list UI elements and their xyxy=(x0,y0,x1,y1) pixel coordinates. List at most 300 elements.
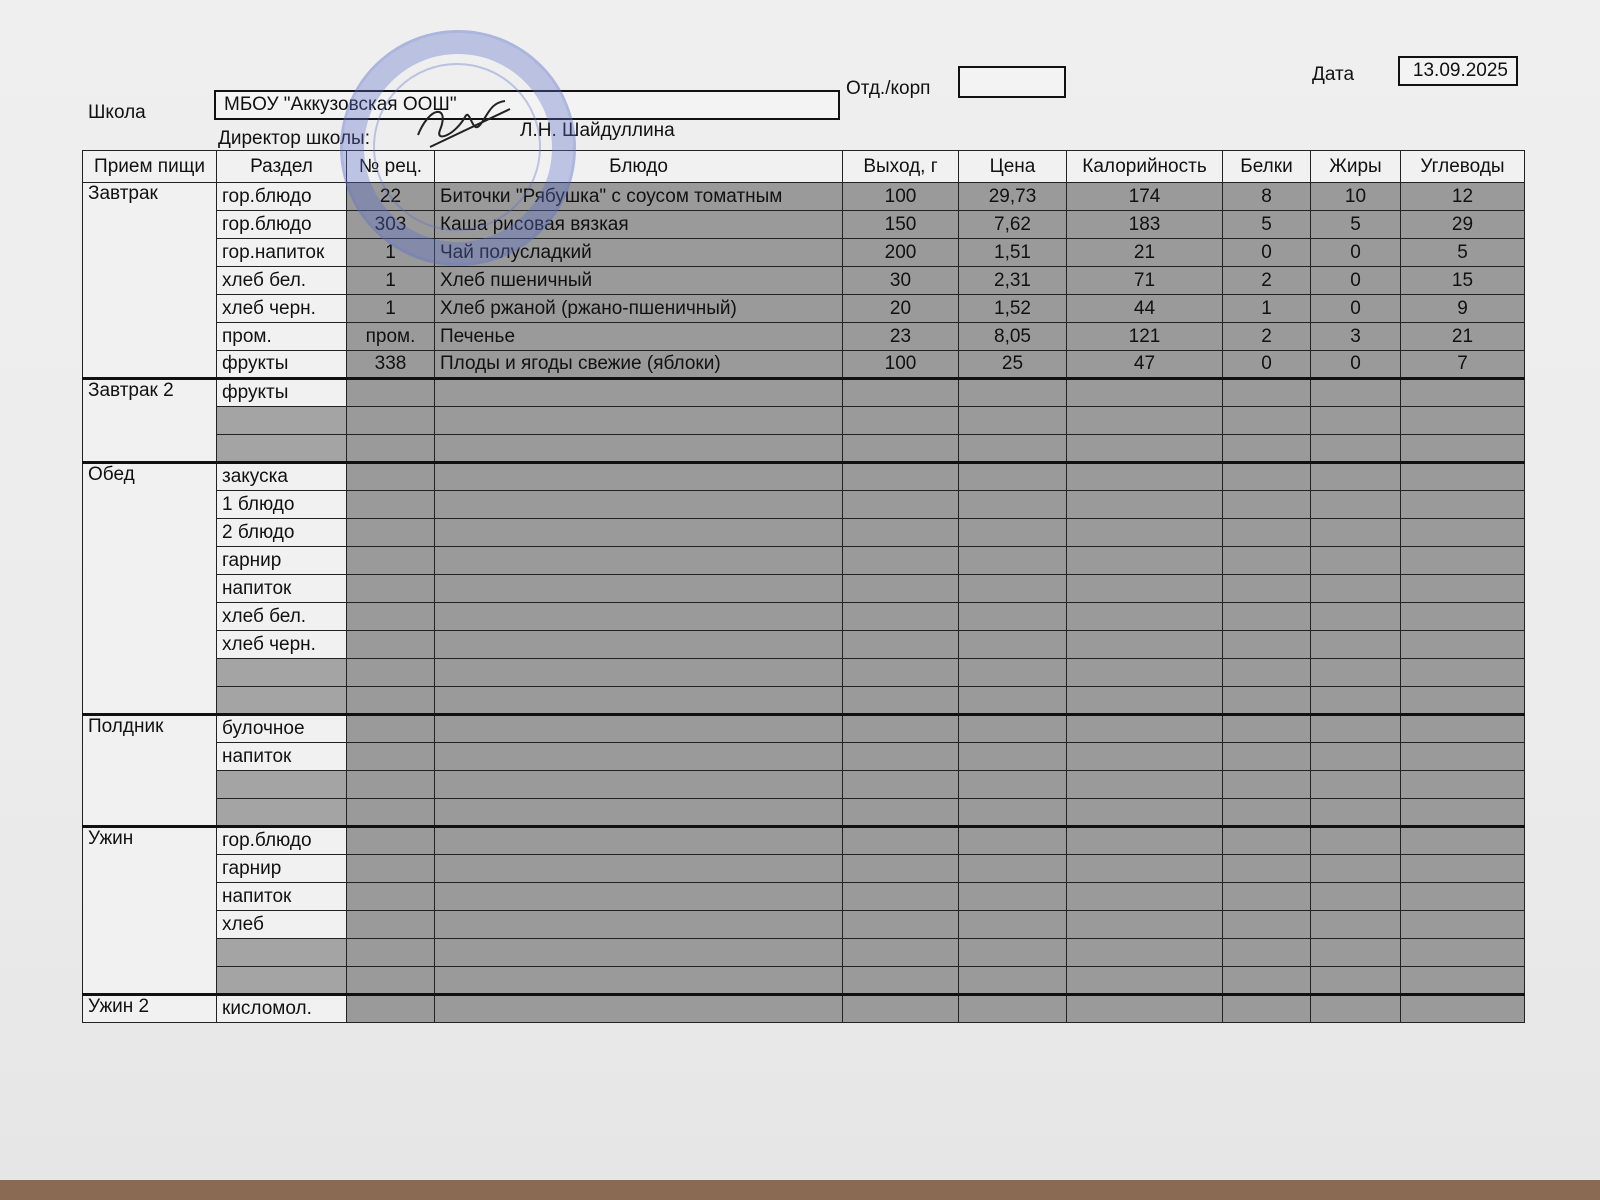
protein-cell xyxy=(1223,631,1311,659)
weight-cell xyxy=(843,855,959,883)
price-cell xyxy=(959,687,1067,715)
fat-cell xyxy=(1311,855,1401,883)
table-row xyxy=(83,687,1525,715)
section-cell xyxy=(217,967,347,995)
fat-cell xyxy=(1311,575,1401,603)
fat-cell xyxy=(1311,519,1401,547)
recipe-cell: пром. xyxy=(347,323,435,351)
weight-cell xyxy=(843,547,959,575)
table-row xyxy=(83,491,1525,519)
weight-cell xyxy=(843,715,959,743)
carbs-cell xyxy=(1401,715,1525,743)
section-cell: закуска xyxy=(217,463,347,491)
dish-cell: Плоды и ягоды свежие (яблоки) xyxy=(435,351,843,379)
protein-cell xyxy=(1223,743,1311,771)
section-cell: хлеб бел. xyxy=(217,603,347,631)
protein-cell xyxy=(1223,519,1311,547)
school-name-field: МБОУ "Аккузовская ООШ" xyxy=(214,90,840,120)
recipe-cell: 1 xyxy=(347,267,435,295)
col-header-protein: Белки xyxy=(1223,151,1311,183)
recipe-cell xyxy=(347,883,435,911)
calories-cell: 47 xyxy=(1067,351,1223,379)
recipe-cell: 338 xyxy=(347,351,435,379)
col-header-fat: Жиры xyxy=(1311,151,1401,183)
carbs-cell: 15 xyxy=(1401,267,1525,295)
section-cell xyxy=(217,939,347,967)
table-row xyxy=(83,407,1525,435)
date-label: Дата xyxy=(1312,64,1355,85)
protein-cell xyxy=(1223,771,1311,799)
dish-cell xyxy=(435,967,843,995)
section-cell: фрукты xyxy=(217,351,347,379)
weight-cell: 100 xyxy=(843,351,959,379)
price-cell: 7,62 xyxy=(959,211,1067,239)
meal-name: Обед xyxy=(83,463,217,715)
table-row xyxy=(83,827,1525,855)
weight-cell xyxy=(843,379,959,407)
calories-cell xyxy=(1067,435,1223,463)
calories-cell xyxy=(1067,995,1223,1023)
price-cell xyxy=(959,939,1067,967)
section-cell xyxy=(217,771,347,799)
price-cell xyxy=(959,407,1067,435)
dish-cell: Хлеб пшеничный xyxy=(435,267,843,295)
weight-cell xyxy=(843,939,959,967)
protein-cell xyxy=(1223,855,1311,883)
price-cell xyxy=(959,827,1067,855)
price-cell xyxy=(959,799,1067,827)
price-cell xyxy=(959,771,1067,799)
carbs-cell xyxy=(1401,967,1525,995)
fat-cell xyxy=(1311,743,1401,771)
dish-cell xyxy=(435,771,843,799)
fat-cell xyxy=(1311,407,1401,435)
weight-cell: 23 xyxy=(843,323,959,351)
protein-cell xyxy=(1223,911,1311,939)
meal-name: Ужин xyxy=(83,827,217,995)
col-header-section: Раздел xyxy=(217,151,347,183)
fat-cell xyxy=(1311,715,1401,743)
menu-body xyxy=(83,183,1525,1023)
carbs-cell xyxy=(1401,407,1525,435)
fat-cell: 0 xyxy=(1311,351,1401,379)
carbs-cell xyxy=(1401,799,1525,827)
weight-cell: 150 xyxy=(843,211,959,239)
calories-cell xyxy=(1067,463,1223,491)
protein-cell: 0 xyxy=(1223,351,1311,379)
fat-cell xyxy=(1311,687,1401,715)
price-cell xyxy=(959,491,1067,519)
calories-cell: 183 xyxy=(1067,211,1223,239)
section-cell xyxy=(217,659,347,687)
menu-table xyxy=(82,150,1525,1023)
dish-cell xyxy=(435,519,843,547)
section-cell: гор.напиток xyxy=(217,239,347,267)
dish-cell xyxy=(435,659,843,687)
calories-cell xyxy=(1067,911,1223,939)
section-cell xyxy=(217,407,347,435)
table-row xyxy=(83,295,1525,323)
recipe-cell xyxy=(347,407,435,435)
protein-cell xyxy=(1223,659,1311,687)
price-cell xyxy=(959,519,1067,547)
recipe-cell xyxy=(347,855,435,883)
recipe-cell xyxy=(347,379,435,407)
price-cell: 8,05 xyxy=(959,323,1067,351)
protein-cell: 1 xyxy=(1223,295,1311,323)
protein-cell xyxy=(1223,687,1311,715)
calories-cell xyxy=(1067,687,1223,715)
price-cell xyxy=(959,463,1067,491)
recipe-cell: 1 xyxy=(347,295,435,323)
dish-cell xyxy=(435,603,843,631)
dish-cell: Чай полусладкий xyxy=(435,239,843,267)
table-row xyxy=(83,323,1525,351)
table-row xyxy=(83,239,1525,267)
section-cell xyxy=(217,687,347,715)
calories-cell xyxy=(1067,659,1223,687)
section-cell: хлеб xyxy=(217,911,347,939)
recipe-cell xyxy=(347,911,435,939)
dish-cell xyxy=(435,995,843,1023)
section-cell: гор.блюдо xyxy=(217,183,347,211)
table-row xyxy=(83,715,1525,743)
dish-cell xyxy=(435,939,843,967)
recipe-cell: 22 xyxy=(347,183,435,211)
fat-cell: 0 xyxy=(1311,295,1401,323)
protein-cell: 0 xyxy=(1223,239,1311,267)
table-row xyxy=(83,939,1525,967)
recipe-cell xyxy=(347,463,435,491)
recipe-cell xyxy=(347,995,435,1023)
calories-cell xyxy=(1067,743,1223,771)
fat-cell xyxy=(1311,911,1401,939)
section-cell: хлеб черн. xyxy=(217,295,347,323)
dish-cell xyxy=(435,799,843,827)
fat-cell xyxy=(1311,771,1401,799)
section-cell: кисломол. xyxy=(217,995,347,1023)
protein-cell xyxy=(1223,883,1311,911)
recipe-cell xyxy=(347,939,435,967)
dish-cell xyxy=(435,547,843,575)
fat-cell xyxy=(1311,379,1401,407)
table-row xyxy=(83,967,1525,995)
carbs-cell xyxy=(1401,995,1525,1023)
dish-cell xyxy=(435,631,843,659)
calories-cell xyxy=(1067,799,1223,827)
calories-cell xyxy=(1067,771,1223,799)
weight-cell xyxy=(843,995,959,1023)
calories-cell xyxy=(1067,631,1223,659)
protein-cell xyxy=(1223,967,1311,995)
dish-cell xyxy=(435,827,843,855)
fat-cell xyxy=(1311,603,1401,631)
fat-cell xyxy=(1311,631,1401,659)
dish-cell xyxy=(435,911,843,939)
dish-cell xyxy=(435,855,843,883)
section-cell: гарнир xyxy=(217,547,347,575)
protein-cell: 5 xyxy=(1223,211,1311,239)
section-cell: фрукты xyxy=(217,379,347,407)
price-cell xyxy=(959,575,1067,603)
weight-cell xyxy=(843,491,959,519)
calories-cell xyxy=(1067,379,1223,407)
recipe-cell xyxy=(347,771,435,799)
fat-cell xyxy=(1311,799,1401,827)
fat-cell xyxy=(1311,659,1401,687)
table-row xyxy=(83,547,1525,575)
weight-cell xyxy=(843,827,959,855)
protein-cell: 2 xyxy=(1223,267,1311,295)
dish-cell xyxy=(435,687,843,715)
price-cell xyxy=(959,435,1067,463)
carbs-cell xyxy=(1401,911,1525,939)
price-cell: 1,52 xyxy=(959,295,1067,323)
fat-cell xyxy=(1311,435,1401,463)
table-row xyxy=(83,379,1525,407)
section-cell: 1 блюдо xyxy=(217,491,347,519)
weight-cell xyxy=(843,687,959,715)
section-cell: гор.блюдо xyxy=(217,211,347,239)
protein-cell xyxy=(1223,491,1311,519)
fat-cell xyxy=(1311,827,1401,855)
recipe-cell xyxy=(347,547,435,575)
col-header-calories: Калорийность xyxy=(1067,151,1223,183)
date-field: 13.09.2025 xyxy=(1398,56,1518,86)
protein-cell: 8 xyxy=(1223,183,1311,211)
table-row xyxy=(83,519,1525,547)
meal-name: Завтрак 2 xyxy=(83,379,217,463)
dish-cell xyxy=(435,575,843,603)
weight-cell: 20 xyxy=(843,295,959,323)
calories-cell: 44 xyxy=(1067,295,1223,323)
recipe-cell: 1 xyxy=(347,239,435,267)
calories-cell xyxy=(1067,575,1223,603)
recipe-cell xyxy=(347,827,435,855)
table-row xyxy=(83,883,1525,911)
protein-cell xyxy=(1223,379,1311,407)
fat-cell: 5 xyxy=(1311,211,1401,239)
table-row xyxy=(83,603,1525,631)
carbs-cell: 29 xyxy=(1401,211,1525,239)
col-header-meal: Прием пищи xyxy=(83,151,217,183)
dish-cell xyxy=(435,715,843,743)
price-cell: 25 xyxy=(959,351,1067,379)
col-header-carbs: Углеводы xyxy=(1401,151,1525,183)
table-row xyxy=(83,631,1525,659)
section-cell: хлеб бел. xyxy=(217,267,347,295)
calories-cell: 71 xyxy=(1067,267,1223,295)
recipe-cell: 303 xyxy=(347,211,435,239)
dish-cell xyxy=(435,379,843,407)
protein-cell xyxy=(1223,995,1311,1023)
carbs-cell xyxy=(1401,519,1525,547)
price-cell: 2,31 xyxy=(959,267,1067,295)
fat-cell xyxy=(1311,883,1401,911)
weight-cell xyxy=(843,407,959,435)
price-cell xyxy=(959,883,1067,911)
meal-name: Ужин 2 xyxy=(83,995,217,1023)
carbs-cell xyxy=(1401,659,1525,687)
recipe-cell xyxy=(347,659,435,687)
calories-cell: 21 xyxy=(1067,239,1223,267)
carbs-cell xyxy=(1401,855,1525,883)
fat-cell xyxy=(1311,547,1401,575)
fat-cell: 10 xyxy=(1311,183,1401,211)
calories-cell xyxy=(1067,547,1223,575)
weight-cell: 100 xyxy=(843,183,959,211)
section-cell: булочное xyxy=(217,715,347,743)
fat-cell xyxy=(1311,491,1401,519)
recipe-cell xyxy=(347,491,435,519)
protein-cell xyxy=(1223,715,1311,743)
fat-cell xyxy=(1311,463,1401,491)
weight-cell xyxy=(843,743,959,771)
recipe-cell xyxy=(347,603,435,631)
carbs-cell xyxy=(1401,631,1525,659)
carbs-cell: 21 xyxy=(1401,323,1525,351)
carbs-cell xyxy=(1401,463,1525,491)
carbs-cell xyxy=(1401,827,1525,855)
calories-cell xyxy=(1067,491,1223,519)
price-cell xyxy=(959,659,1067,687)
fat-cell: 3 xyxy=(1311,323,1401,351)
carbs-cell xyxy=(1401,743,1525,771)
col-header-recipe: № рец. xyxy=(347,151,435,183)
protein-cell xyxy=(1223,463,1311,491)
col-header-price: Цена xyxy=(959,151,1067,183)
dish-cell xyxy=(435,883,843,911)
weight-cell xyxy=(843,771,959,799)
recipe-cell xyxy=(347,575,435,603)
fat-cell xyxy=(1311,995,1401,1023)
price-cell: 29,73 xyxy=(959,183,1067,211)
weight-cell xyxy=(843,799,959,827)
section-cell xyxy=(217,799,347,827)
dish-cell: Каша рисовая вязкая xyxy=(435,211,843,239)
table-row xyxy=(83,183,1525,211)
carbs-cell xyxy=(1401,939,1525,967)
fat-cell xyxy=(1311,967,1401,995)
weight-cell: 200 xyxy=(843,239,959,267)
weight-cell xyxy=(843,519,959,547)
protein-cell xyxy=(1223,435,1311,463)
price-cell xyxy=(959,547,1067,575)
table-row xyxy=(83,743,1525,771)
dept-field xyxy=(958,66,1066,98)
table-row xyxy=(83,855,1525,883)
table-header-row xyxy=(83,151,1525,183)
carbs-cell: 5 xyxy=(1401,239,1525,267)
protein-cell xyxy=(1223,799,1311,827)
weight-cell xyxy=(843,967,959,995)
weight-cell xyxy=(843,659,959,687)
table-row xyxy=(83,995,1525,1023)
price-cell xyxy=(959,967,1067,995)
price-cell xyxy=(959,855,1067,883)
protein-cell xyxy=(1223,603,1311,631)
weight-cell xyxy=(843,631,959,659)
col-header-dish: Блюдо xyxy=(435,151,843,183)
dish-cell xyxy=(435,435,843,463)
table-row xyxy=(83,463,1525,491)
recipe-cell xyxy=(347,519,435,547)
carbs-cell: 7 xyxy=(1401,351,1525,379)
carbs-cell xyxy=(1401,687,1525,715)
dish-cell xyxy=(435,491,843,519)
section-cell: хлеб черн. xyxy=(217,631,347,659)
calories-cell: 174 xyxy=(1067,183,1223,211)
weight-cell xyxy=(843,575,959,603)
dish-cell xyxy=(435,463,843,491)
carbs-cell xyxy=(1401,435,1525,463)
carbs-cell xyxy=(1401,547,1525,575)
meal-name: Завтрак xyxy=(83,183,217,379)
price-cell xyxy=(959,379,1067,407)
calories-cell xyxy=(1067,519,1223,547)
weight-cell xyxy=(843,911,959,939)
fat-cell: 0 xyxy=(1311,239,1401,267)
price-cell xyxy=(959,715,1067,743)
director-label: Директор школы: xyxy=(218,128,370,149)
calories-cell xyxy=(1067,883,1223,911)
table-row xyxy=(83,911,1525,939)
dish-cell xyxy=(435,743,843,771)
table-row xyxy=(83,771,1525,799)
recipe-cell xyxy=(347,743,435,771)
table-row xyxy=(83,211,1525,239)
carbs-cell xyxy=(1401,883,1525,911)
weight-cell xyxy=(843,883,959,911)
recipe-cell xyxy=(347,715,435,743)
calories-cell xyxy=(1067,407,1223,435)
price-cell: 1,51 xyxy=(959,239,1067,267)
calories-cell xyxy=(1067,715,1223,743)
recipe-cell xyxy=(347,435,435,463)
protein-cell xyxy=(1223,407,1311,435)
calories-cell xyxy=(1067,939,1223,967)
section-cell: напиток xyxy=(217,883,347,911)
section-cell: напиток xyxy=(217,575,347,603)
carbs-cell xyxy=(1401,575,1525,603)
price-cell xyxy=(959,743,1067,771)
protein-cell xyxy=(1223,575,1311,603)
carbs-cell: 9 xyxy=(1401,295,1525,323)
protein-cell xyxy=(1223,939,1311,967)
fat-cell xyxy=(1311,939,1401,967)
section-cell: гарнир xyxy=(217,855,347,883)
calories-cell xyxy=(1067,967,1223,995)
director-name: Л.Н. Шайдуллина xyxy=(520,120,675,141)
school-label: Школа xyxy=(88,102,146,123)
weight-cell xyxy=(843,463,959,491)
table-row xyxy=(83,351,1525,379)
recipe-cell xyxy=(347,799,435,827)
table-row xyxy=(83,575,1525,603)
section-cell: гор.блюдо xyxy=(217,827,347,855)
calories-cell: 121 xyxy=(1067,323,1223,351)
section-cell: напиток xyxy=(217,743,347,771)
meal-name: Полдник xyxy=(83,715,217,827)
table-row xyxy=(83,659,1525,687)
section-cell: пром. xyxy=(217,323,347,351)
table-row xyxy=(83,435,1525,463)
recipe-cell xyxy=(347,631,435,659)
protein-cell xyxy=(1223,827,1311,855)
protein-cell: 2 xyxy=(1223,323,1311,351)
dish-cell: Биточки "Рябушка" с соусом томатным xyxy=(435,183,843,211)
carbs-cell xyxy=(1401,603,1525,631)
